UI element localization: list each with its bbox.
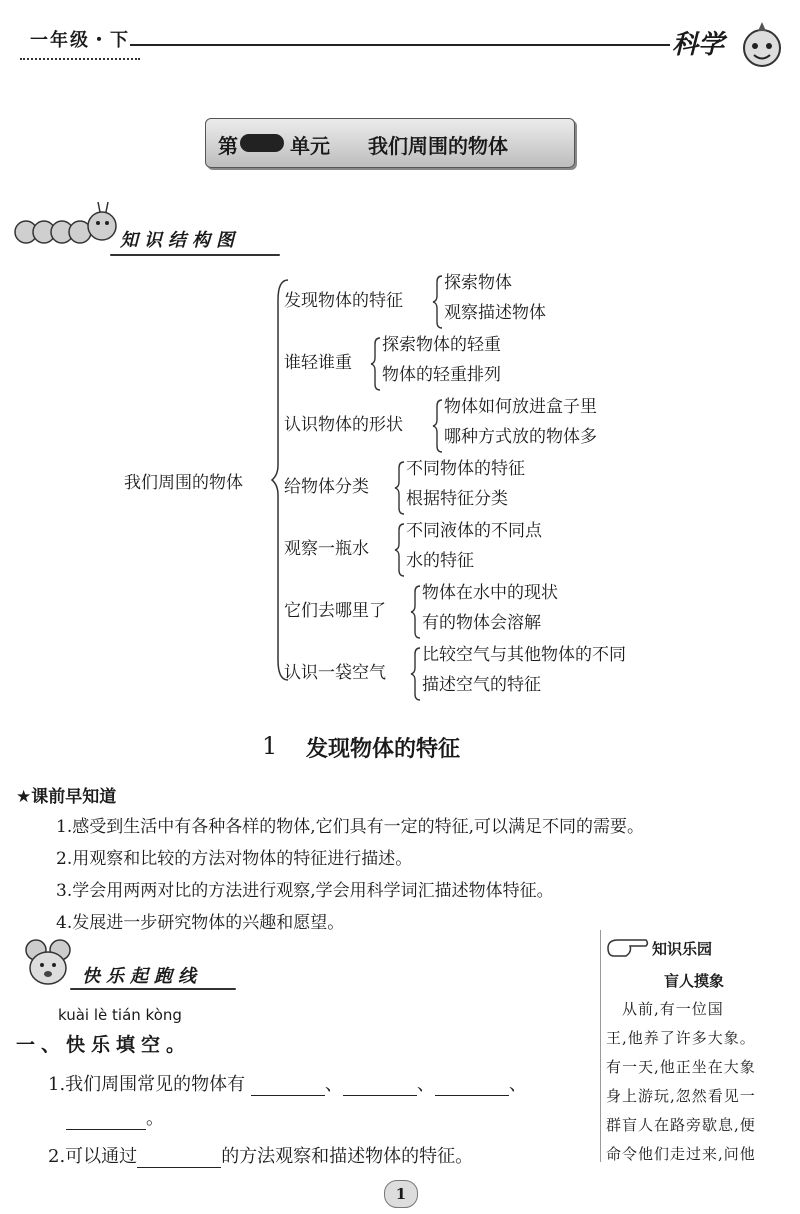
sidebar-line: 王,他养了许多大象。 [606,1029,756,1047]
tree-leaf: 不同物体的特征 [406,459,525,479]
lesson-title: 发现物体的特征 [306,737,461,762]
unit-number-mark [240,134,284,152]
tree-leaf: 有的物体会溶解 [422,613,541,633]
separator: 、 [508,1074,527,1095]
branch-brace [432,398,444,454]
tree-leaf: 物体如何放进盒子里 [444,397,597,417]
tree-branch-label: 它们去哪里了 [284,601,386,621]
branch-brace [394,460,406,516]
tree-branch-label: 认识一袋空气 [284,663,386,683]
sidebar-line: 有一天,他正坐在大象 [606,1058,756,1076]
objective-item: 2.用观察和比较的方法对物体的特征进行描述。 [56,849,413,869]
caterpillar-icon [12,196,122,256]
header-rule [130,44,670,46]
lesson-number: 1 [262,732,278,760]
branch-brace [394,522,406,578]
section-label-happy-start: 快乐起跑线 [82,966,202,987]
branch-brace [432,274,444,330]
tree-root: 我们周围的物体 [124,473,243,493]
tree-leaf: 探索物体 [444,273,512,293]
tree-leaf: 物体在水中的现状 [422,583,558,603]
question-1-cont [66,1104,164,1130]
sidebar-line: 从前,有一位国 [622,1000,724,1018]
period: 。 [146,1108,164,1129]
pinyin-line: kuài lè tián kòng [58,1006,182,1024]
tree-branch-label: 认识物体的形状 [284,415,403,435]
mouse-icon [16,936,86,994]
unit-prefix: 第 [218,134,238,158]
separator: 、 [324,1074,343,1095]
page-number: 1 [384,1180,418,1208]
sidebar-story-title: 盲人摸象 [664,972,725,990]
branch-brace [410,584,422,640]
branch-brace [410,646,422,702]
tree-leaf: 哪种方式放的物体多 [444,427,597,447]
question-1 [48,1070,596,1096]
grade-label: 一年级・下 [30,30,130,51]
answer-blank[interactable] [343,1075,417,1096]
tree-leaf: 比较空气与其他物体的不同 [422,645,626,665]
question-1-text: 1.我们周围常见的物体有 [48,1074,246,1095]
answer-blank[interactable] [251,1075,325,1096]
separator: 、 [416,1074,435,1095]
sidebar-line: 命令他们走过来,问他 [606,1145,756,1163]
answer-blank[interactable] [435,1075,509,1096]
sidebar-heading: 知识乐园 [652,940,713,958]
sidebar-divider [600,930,601,1162]
tree-leaf: 物体的轻重排列 [382,365,501,385]
question-2 [48,1142,473,1168]
unit-title: 我们周围的物体 [368,134,508,158]
branch-brace [370,336,382,392]
pointing-hand-icon [606,934,650,958]
sidebar-line: 群盲人在路旁歇息,便 [606,1116,756,1134]
unit-suffix: 单元 [290,134,330,158]
tree-leaf: 水的特征 [406,551,474,571]
star-mascot-icon [736,18,788,70]
objective-item: 4.发展进一步研究物体的兴趣和愿望。 [56,913,345,933]
tree-branch-label: 给物体分类 [284,477,369,497]
section-underline [110,254,280,256]
objective-item: 3.学会用两两对比的方法进行观察,学会用科学词汇描述物体特征。 [56,881,554,901]
answer-blank[interactable] [137,1147,221,1168]
tree-leaf: 观察描述物体 [444,303,546,323]
tree-branch-label: 观察一瓶水 [284,539,369,559]
tree-leaf: 描述空气的特征 [422,675,541,695]
section-label-knowledge-map: 知识结构图 [120,230,240,251]
section-underline [70,988,236,990]
objective-item: 1.感受到生活中有各种各样的物体,它们具有一定的特征,可以满足不同的需要。 [56,817,645,837]
tree-leaf: 探索物体的轻重 [382,335,501,355]
preview-heading: ★课前早知道 [16,787,117,807]
tree-leaf: 不同液体的不同点 [406,521,542,541]
tree-branch-label: 发现物体的特征 [284,291,403,311]
question-2-pre: 2.可以通过 [48,1146,138,1167]
tree-branch-label: 谁轻谁重 [284,353,352,373]
tree-leaf: 根据特征分类 [406,489,508,509]
exercise-heading: 一、快乐填空。 [16,1034,192,1056]
answer-blank[interactable] [66,1109,146,1130]
question-2-post: 的方法观察和描述物体的特征。 [221,1146,474,1167]
subject-label: 科学 [672,30,725,60]
sidebar-line: 身上游玩,忽然看见一 [606,1087,756,1105]
header-dotted-ornament [20,50,140,60]
